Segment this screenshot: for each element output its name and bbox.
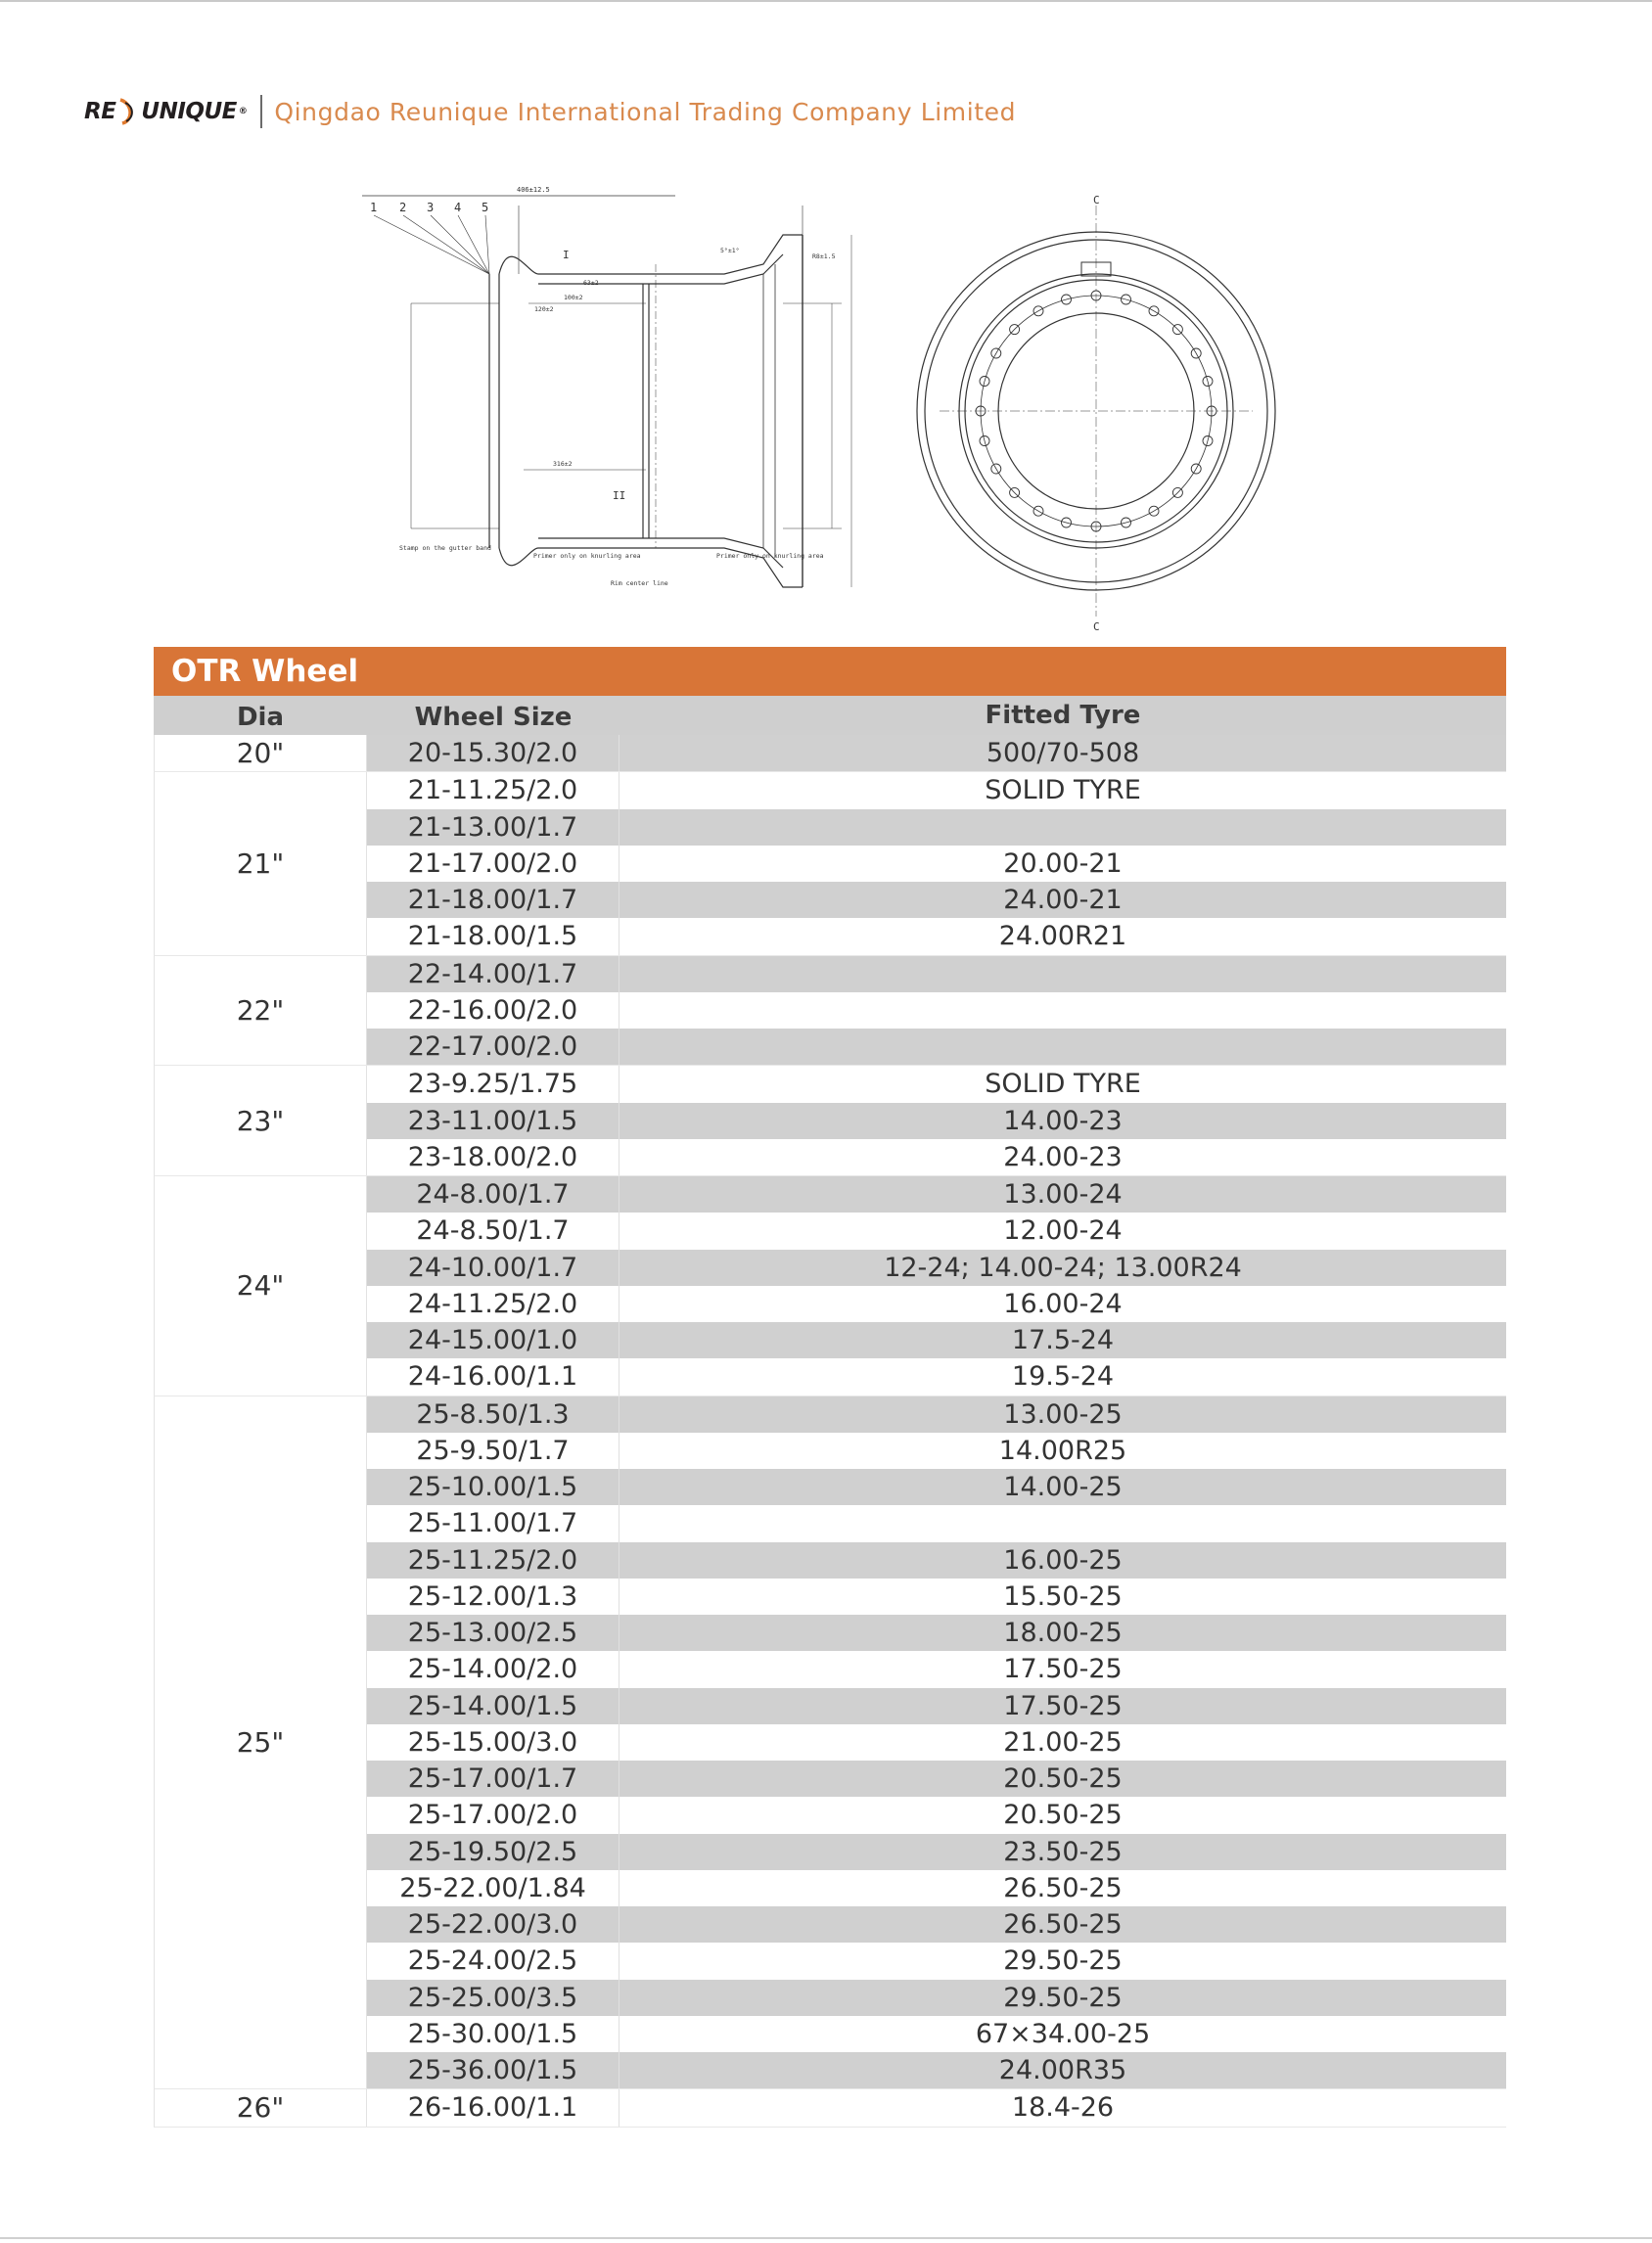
wheel-size-cell: 25-19.50/2.5 xyxy=(367,1834,620,1870)
header-fitted-tyre: Fitted Tyre xyxy=(985,701,1141,730)
wheel-size-cell: 25-14.00/2.0 xyxy=(367,1651,620,1687)
dia-cell: 21" xyxy=(155,772,367,954)
wheel-face-view xyxy=(917,194,1275,633)
fitted-tyre-cell: 20.50-25 xyxy=(1003,1763,1123,1794)
table-row xyxy=(367,1980,1506,2016)
dim-top-label: 406±12.5 xyxy=(517,186,550,194)
wheel-size-cell: 23-11.00/1.5 xyxy=(367,1103,620,1139)
fitted-tyre-cell: 29.50-25 xyxy=(1003,1945,1123,1977)
wheel-size-cell: 22-14.00/1.7 xyxy=(367,956,620,992)
wheel-size-cell: 25-24.00/2.5 xyxy=(367,1943,620,1979)
table-row xyxy=(367,1797,1506,1833)
wheel-size-cell: 21-13.00/1.7 xyxy=(367,809,620,846)
table-row xyxy=(367,882,1506,918)
wheel-size-cell: 25-22.00/3.0 xyxy=(367,1906,620,1943)
wheel-size-cell: 25-11.00/1.7 xyxy=(367,1505,620,1541)
wheel-size-cell: 25-15.00/3.0 xyxy=(367,1724,620,1761)
fitted-tyre-cell xyxy=(620,1029,1506,1065)
wheel-size-cell: 24-16.00/1.1 xyxy=(367,1358,620,1395)
fitted-tyre-cell: 19.5-24 xyxy=(1011,1361,1115,1393)
wheel-size-cell: 21-18.00/1.7 xyxy=(367,882,620,918)
dim-angle-label: 5°±1° xyxy=(720,247,740,254)
detail-ii-label: II xyxy=(613,489,626,502)
table-row xyxy=(367,1433,1506,1469)
svg-text:2: 2 xyxy=(399,201,407,214)
svg-text:4: 4 xyxy=(454,201,462,214)
table-row xyxy=(367,1396,1506,1433)
table-row xyxy=(367,1943,1506,1979)
wheel-size-cell: 20-15.30/2.0 xyxy=(367,735,620,771)
wheel-size-cell: 25-9.50/1.7 xyxy=(367,1433,620,1469)
fitted-tyre-cell: SOLID TYRE xyxy=(985,775,1141,806)
wheel-size-cell: 21-18.00/1.5 xyxy=(367,918,620,954)
fitted-tyre-cell: 16.00-25 xyxy=(1003,1544,1123,1576)
header-wheel-size: Wheel Size xyxy=(414,703,573,732)
fitted-tyre-cell: 26.50-25 xyxy=(1003,1909,1123,1940)
wheel-size-cell: 22-17.00/2.0 xyxy=(367,1029,620,1065)
dia-group xyxy=(154,1176,1506,1396)
section-mark-bottom: C xyxy=(1093,620,1100,633)
wheel-size-cell: 25-17.00/1.7 xyxy=(367,1761,620,1797)
fitted-tyre-cell: 17.5-24 xyxy=(1011,1325,1115,1355)
header-dia: Dia xyxy=(236,703,285,732)
logo-text-right: UNIQUE xyxy=(141,99,237,124)
fitted-tyre-cell: 14.00-23 xyxy=(1003,1105,1123,1136)
dia-group xyxy=(154,2089,1506,2127)
table-row xyxy=(367,1870,1506,1906)
fitted-tyre-cell: 12.00-24 xyxy=(1003,1215,1123,1247)
table-row xyxy=(367,1505,1506,1541)
svg-text:3: 3 xyxy=(427,201,435,214)
table-row xyxy=(367,1651,1506,1687)
table-row xyxy=(367,1250,1506,1286)
wheel-size-cell: 24-15.00/1.0 xyxy=(367,1322,620,1358)
wheel-size-cell: 26-16.00/1.1 xyxy=(367,2089,620,2126)
dim-120-label: 120±2 xyxy=(534,305,554,313)
wheel-size-cell: 25-36.00/1.5 xyxy=(367,2052,620,2088)
table-title: OTR Wheel xyxy=(154,647,1506,696)
dia-group xyxy=(154,1066,1506,1176)
fitted-tyre-cell: 18.4-26 xyxy=(1011,2092,1115,2124)
fitted-tyre-cell: SOLID TYRE xyxy=(985,1069,1141,1100)
wheel-size-cell: 24-8.50/1.7 xyxy=(367,1213,620,1249)
company-name: Qingdao Reunique International Trading Company Limited xyxy=(274,97,1017,126)
table-row xyxy=(367,1176,1506,1213)
wheel-size-cell: 25-25.00/3.5 xyxy=(367,1980,620,2016)
table-row xyxy=(367,1139,1506,1175)
wheel-size-cell: 23-9.25/1.75 xyxy=(367,1066,620,1102)
table-row xyxy=(367,1213,1506,1249)
wheel-size-cell: 23-18.00/2.0 xyxy=(367,1139,620,1175)
wheel-size-cell: 25-22.00/1.84 xyxy=(367,1870,620,1906)
table-row xyxy=(367,809,1506,846)
fitted-tyre-cell: 20.00-21 xyxy=(1003,847,1123,879)
table-row xyxy=(367,1761,1506,1797)
fitted-tyre-cell: 18.00-25 xyxy=(1003,1618,1123,1648)
fitted-tyre-cell: 500/70-508 xyxy=(986,738,1140,768)
wheel-size-cell: 25-14.00/1.5 xyxy=(367,1688,620,1724)
logo-registered-mark: ® xyxy=(238,107,248,116)
dia-cell: 24" xyxy=(155,1176,367,1396)
fitted-tyre-cell xyxy=(620,1505,1506,1541)
dia-cell: 22" xyxy=(155,956,367,1066)
fitted-tyre-cell: 26.50-25 xyxy=(1003,1872,1123,1903)
table-row xyxy=(367,918,1506,954)
table-row xyxy=(367,956,1506,992)
primer-note-left: Primer only on knurling area xyxy=(533,552,641,560)
dia-cell: 26" xyxy=(155,2089,367,2126)
wheel-size-cell: 25-10.00/1.5 xyxy=(367,1469,620,1505)
fitted-tyre-cell: 15.50-25 xyxy=(1003,1580,1123,1612)
table-row xyxy=(367,1906,1506,1943)
fitted-tyre-cell: 23.50-25 xyxy=(1003,1836,1123,1867)
wheel-size-cell: 24-8.00/1.7 xyxy=(367,1176,620,1213)
svg-text:5: 5 xyxy=(482,201,489,214)
dim-63-label: 63±2 xyxy=(583,279,599,287)
fitted-tyre-cell xyxy=(620,809,1506,846)
table-row xyxy=(367,1103,1506,1139)
page-header xyxy=(84,92,1016,131)
table-row xyxy=(367,1542,1506,1579)
table-row xyxy=(367,992,1506,1029)
wheel-size-cell: 25-12.00/1.3 xyxy=(367,1579,620,1615)
wheel-size-cell: 24-11.25/2.0 xyxy=(367,1286,620,1322)
stamp-note: Stamp on the gutter band xyxy=(399,544,491,552)
table-row xyxy=(367,2089,1506,2126)
wheel-technical-drawing xyxy=(352,176,1292,636)
fitted-tyre-cell: 24.00R35 xyxy=(998,2055,1127,2085)
primer-note-right: Primer only on knurling area xyxy=(716,552,824,560)
dia-group xyxy=(154,1396,1506,2090)
bottom-rule xyxy=(0,2237,1652,2239)
svg-text:1: 1 xyxy=(370,201,378,214)
table-header-row xyxy=(154,696,1506,735)
fitted-tyre-cell: 24.00-23 xyxy=(1003,1141,1123,1172)
fitted-tyre-cell: 13.00-25 xyxy=(1003,1398,1123,1430)
wheel-size-cell: 21-17.00/2.0 xyxy=(367,846,620,882)
table-row xyxy=(367,735,1506,771)
logo-text-left: RE xyxy=(84,99,116,124)
dim-316-label: 316±2 xyxy=(553,460,573,468)
fitted-tyre-cell: 17.50-25 xyxy=(1003,1690,1123,1721)
section-mark-top: C xyxy=(1093,194,1100,206)
rim-center-note: Rim center line xyxy=(611,579,668,587)
table-row xyxy=(367,1724,1506,1761)
table-row xyxy=(367,1688,1506,1724)
table-row xyxy=(367,2052,1506,2088)
table-row xyxy=(367,846,1506,882)
fitted-tyre-cell: 24.00-21 xyxy=(1003,885,1123,915)
otr-wheel-table xyxy=(154,647,1506,2128)
table-body xyxy=(154,735,1506,2128)
table-row xyxy=(367,772,1506,808)
wheel-size-cell: 22-16.00/2.0 xyxy=(367,992,620,1029)
fitted-tyre-cell: 17.50-25 xyxy=(1003,1654,1123,1685)
header-divider xyxy=(260,95,262,128)
fitted-tyre-cell xyxy=(620,956,1506,992)
wheel-size-cell: 25-17.00/2.0 xyxy=(367,1797,620,1833)
wheel-size-cell: 21-11.25/2.0 xyxy=(367,772,620,808)
wheel-section-view xyxy=(362,186,851,587)
wheel-size-cell: 24-10.00/1.7 xyxy=(367,1250,620,1286)
fitted-tyre-cell: 67×34.00-25 xyxy=(975,2018,1151,2049)
fitted-tyre-cell: 21.00-25 xyxy=(1003,1726,1123,1758)
wheel-size-cell: 25-8.50/1.3 xyxy=(367,1396,620,1433)
company-logo xyxy=(84,97,247,126)
dia-group xyxy=(154,956,1506,1067)
fitted-tyre-cell: 24.00R21 xyxy=(998,921,1127,952)
dia-cell: 20" xyxy=(155,735,367,771)
fitted-tyre-cell: 20.50-25 xyxy=(1003,1800,1123,1831)
table-row xyxy=(367,2016,1506,2052)
wheel-size-cell: 25-13.00/2.5 xyxy=(367,1615,620,1651)
fitted-tyre-cell: 14.00R25 xyxy=(998,1435,1127,1466)
fitted-tyre-cell: 12-24; 14.00-24; 13.00R24 xyxy=(884,1252,1242,1283)
dia-cell: 23" xyxy=(155,1066,367,1175)
table-row xyxy=(367,1579,1506,1615)
wheel-size-cell: 25-11.25/2.0 xyxy=(367,1542,620,1579)
dia-group xyxy=(154,735,1506,772)
table-row xyxy=(367,1615,1506,1651)
detail-i-label: I xyxy=(563,249,570,261)
dim-radius-label: R8±1.5 xyxy=(812,252,836,260)
dia-cell: 25" xyxy=(155,1396,367,2089)
fitted-tyre-cell: 13.00-24 xyxy=(1003,1179,1123,1210)
table-row xyxy=(367,1286,1506,1322)
fitted-tyre-cell: 14.00-25 xyxy=(1003,1472,1123,1502)
fitted-tyre-cell xyxy=(620,992,1506,1029)
table-row xyxy=(367,1066,1506,1102)
fitted-tyre-cell: 16.00-24 xyxy=(1003,1288,1123,1319)
table-row xyxy=(367,1029,1506,1065)
table-row xyxy=(367,1358,1506,1395)
fitted-tyre-cell: 29.50-25 xyxy=(1003,1982,1123,2013)
part-numbers xyxy=(370,201,488,214)
table-row xyxy=(367,1469,1506,1505)
top-rule xyxy=(0,0,1652,2)
logo-swoosh-icon xyxy=(116,97,140,126)
dim-100-label: 100±2 xyxy=(564,294,583,301)
table-row xyxy=(367,1834,1506,1870)
dia-group xyxy=(154,772,1506,955)
table-row xyxy=(367,1322,1506,1358)
wheel-size-cell: 25-30.00/1.5 xyxy=(367,2016,620,2052)
